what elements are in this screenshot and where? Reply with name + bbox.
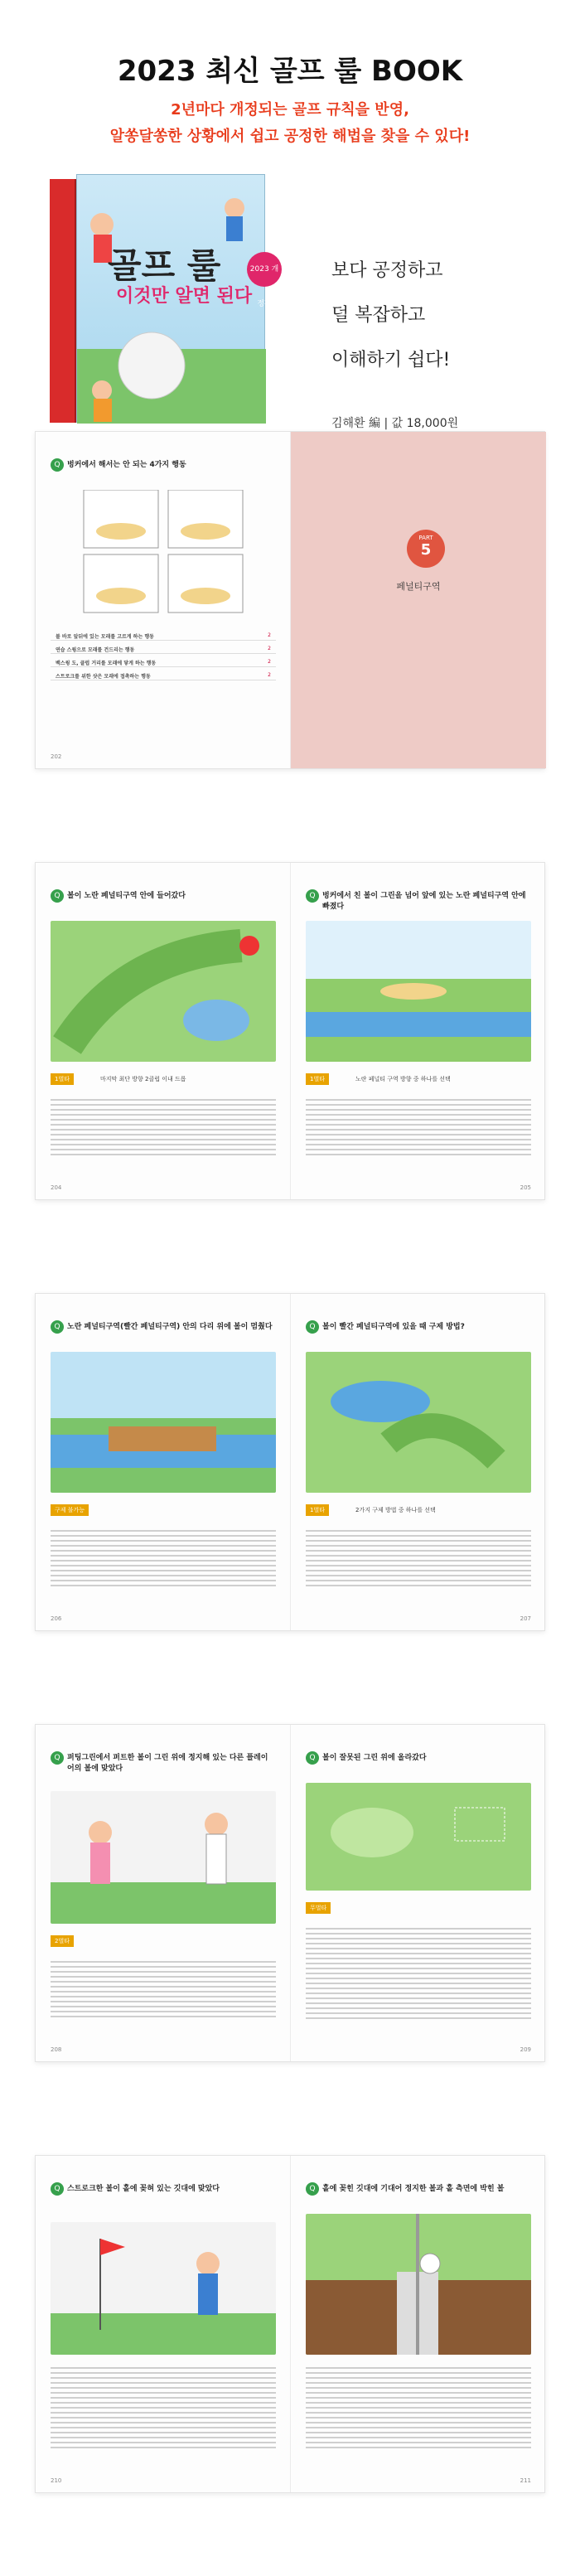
page-number: 204 xyxy=(51,1184,62,1191)
page-left xyxy=(36,2156,291,2492)
course-map-illustration xyxy=(51,921,276,1062)
question-title: 노란 페널티구역(빨간 페널티구역) 안의 다리 위에 볼이 멈췄다 xyxy=(67,1323,273,1331)
part-title: 페널티구역 xyxy=(396,581,441,592)
hero-subtitle-1: 2년마다 개정되는 골프 규칙을 반영, xyxy=(171,101,409,119)
body-text xyxy=(51,2367,276,2450)
caption: 무벌타 xyxy=(306,1901,531,1915)
book-subtitle: 이것만 알면 된다 xyxy=(116,286,253,307)
bunker-water-illustration xyxy=(306,921,531,1062)
table-row: 백스윙 도, 클럽 거리를 모래에 닿게 하는 행동 2 xyxy=(51,657,276,667)
slogan-block xyxy=(331,249,450,383)
book-cover xyxy=(50,174,279,423)
spread-3 xyxy=(35,1293,545,1631)
question-icon: Q xyxy=(51,1320,64,1334)
spread-5 xyxy=(35,2155,545,2493)
question-title: 퍼팅그린에서 퍼트한 볼이 그린 위에 정지해 있는 다른 플레이어의 볼에 맞았다 xyxy=(67,1754,268,1773)
page-left xyxy=(36,1725,291,2061)
hero-subtitle-2: 알쏭달쏭한 상황에서 쉽고 공정한 해법을 찾을 수 있다! xyxy=(109,128,471,145)
slogan-2: 덜 복잡하고 xyxy=(331,305,426,326)
question-title: 벙커에서 친 볼이 그린을 넘어 앞에 있는 노란 페널티구역 안에 빠졌다 xyxy=(322,892,526,911)
question-title: 벙커에서 해서는 안 되는 4가지 행동 xyxy=(67,461,186,469)
slogan-1: 보다 공정하고 xyxy=(331,260,443,281)
page-right-part xyxy=(291,432,546,768)
body-text xyxy=(51,1530,276,1588)
book-title: 골프 룰 xyxy=(108,245,221,286)
question-icon: Q xyxy=(51,2182,64,2196)
page-left xyxy=(36,432,291,768)
red-area-map-illustration xyxy=(306,1352,531,1493)
page-right xyxy=(291,2156,546,2492)
part-badge: PART 5 xyxy=(407,530,445,568)
question-icon: Q xyxy=(51,889,64,903)
caption: 1벌타 2가지 구제 방법 중 하나를 선택 xyxy=(306,1503,531,1518)
question-icon: Q xyxy=(51,1751,64,1765)
question-title: 홀에 꽂힌 깃대에 기대어 정지한 볼과 홀 측면에 박힌 볼 xyxy=(322,2185,505,2193)
page-number: 211 xyxy=(520,2477,531,2484)
page-right xyxy=(291,1725,546,2061)
caption: 구제 불가능 xyxy=(51,1503,276,1518)
page-number: 206 xyxy=(51,1615,62,1622)
question-title: 볼이 잘못된 그린 위에 올라갔다 xyxy=(322,1754,427,1762)
flagstick-illustration xyxy=(51,2222,276,2355)
question-title: 볼이 빨간 페널티구역에 있을 때 구제 방법? xyxy=(322,1323,465,1331)
page-left xyxy=(36,1294,291,1630)
slogan-3: 이해하기 쉽다! xyxy=(331,350,451,370)
hole-cross-section-illustration xyxy=(306,2214,531,2355)
page-number: 208 xyxy=(51,2046,62,2053)
page-number: 209 xyxy=(520,2046,531,2053)
question-icon: Q xyxy=(306,2182,319,2196)
question-title: 볼이 노란 페널티구역 안에 들어갔다 xyxy=(67,892,186,900)
hero-title: 2023 최신 골프 룰 BOOK xyxy=(117,55,463,88)
question-icon: Q xyxy=(51,458,64,472)
table-row: 연습 스윙으로 모래를 건드리는 행동 2 xyxy=(51,644,276,654)
caption: 1벌타 마지막 최단 방향 2클럽 이내 드롭 xyxy=(51,1072,276,1087)
spread-4 xyxy=(35,1724,545,2062)
wrong-green-illustration xyxy=(306,1783,531,1891)
spread-1 xyxy=(35,431,545,769)
question-title: 스트로크한 볼이 홀에 꽂혀 있는 깃대에 맞았다 xyxy=(67,2185,220,2193)
putting-green-illustration xyxy=(51,1791,276,1924)
question-icon: Q xyxy=(306,889,319,903)
edition-badge: 2023 개정판 xyxy=(247,252,282,287)
question-icon: Q xyxy=(306,1751,319,1765)
page-left xyxy=(36,863,291,1199)
body-text xyxy=(51,1961,276,2019)
bridge-illustration xyxy=(51,1352,276,1493)
hero-section xyxy=(0,0,580,430)
body-text xyxy=(306,1928,531,2019)
caption: 1벌타 노란 페널티 구역 방향 중 하나를 선택 xyxy=(306,1072,531,1087)
body-text xyxy=(306,2367,531,2450)
page-number: 207 xyxy=(520,1615,531,1622)
price-line: 김해환 編 | 값 18,000원 xyxy=(331,417,459,430)
page-right xyxy=(291,863,546,1199)
page-number: 202 xyxy=(51,753,62,760)
body-text xyxy=(51,1099,276,1157)
spread-2 xyxy=(35,862,545,1200)
caption: 2벌타 xyxy=(51,1934,276,1949)
table-row: 스트로크를 위한 샷은 모래에 접촉하는 행동 2 xyxy=(51,671,276,680)
page-number: 210 xyxy=(51,2477,62,2484)
body-text xyxy=(306,1099,531,1157)
question-icon: Q xyxy=(306,1320,319,1334)
page-number: 205 xyxy=(520,1184,531,1191)
page-right xyxy=(291,1294,546,1630)
bunker-illustration xyxy=(51,490,276,614)
book-spine xyxy=(50,179,76,423)
body-text xyxy=(306,1530,531,1588)
table-row: 볼 바로 앞뒤에 있는 모래를 고르게 하는 행동 2 xyxy=(51,631,276,641)
